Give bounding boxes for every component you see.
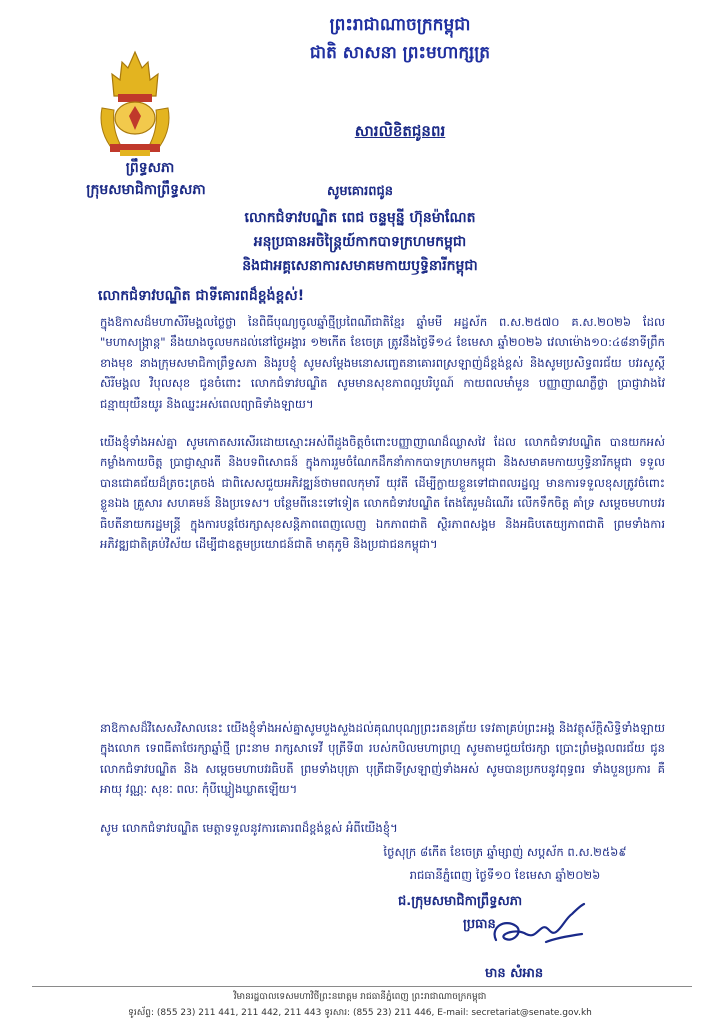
document-title: សារលិខិតជូនពរ [354, 122, 446, 140]
recipient-title-2: និងជាអគ្គសេនាការសមាគមកាយឫទ្ធិនារីកម្ពុជា [242, 258, 478, 274]
body-paragraph-2: យើងខ្ញុំទាំងអស់គ្នា សូមកោតសរសើរដោយស្មោះអស់ពីដួងចិត្តចំពោះបញ្ញាញាណដ៏ឈ្លាសវៃ ដែល លោកជំទាវបណ្ឌិត បានយកអស់កម្លាំងកាយចិត្ត ប្រាជ្ញាស្មារតី និងបទពិសោធន៍ ក្នុងការរួមចំណែកដឹកនាំកាកបាទក្រហមកម្ពុជា និងសមាគមកាយឫទ្ធិនារីកម្ពុជា ទទួលបានជោគជ័យដ៏ត្រចះត្រចង់ ជាពិសេសជួយអភិវឌ្ឍន៍ថាមពលកុមារី យុវតី ដើម្បីក្លាយខ្លួនទៅជាពលរដ្ឋល្អ មានការទទួលខុសត្រូវចំពោះខ្លួនឯង គ្រួសារ សហគមន៍ និងប្រទេស។ បន្ថែមពីនេះទៅទៀត លោកជំទាវបណ្ឌិត តែងតែរួមដំណើរ លើកទឹកចិត្ត គាំទ្រ សម្តេចមហាបវរធិបតីនាយករដ្ឋមន្ត្រី ក្នុងការបន្តថែរក្សាសុខសន្តិភាពពេញលេញ ឯកភាពជាតិ ស្ថិរភាពសង្គម និងអធិបតេយ្យភាពជាតិ ព្រមទាំងការអភិវឌ្ឍជាតិគ្រប់វិស័យ ដើម្បីជាឧត្តមប្រយោជន៍ជាតិ មាតុភូមិ និងប្រជាជនកម្ពុជា។ [100, 435, 665, 552]
senate-name: ព្រឹទ្ធសភា [125, 160, 175, 176]
handwritten-signature-icon [486, 898, 590, 958]
kingdom-heading: ព្រះរាជាណាចក្រកម្ពុជា [329, 15, 471, 35]
body-paragraph-4: សូម លោកជំទាវបណ្ឌិត មេត្តាទទួលនូវការគោរពដ៏ខ្ពង់ខ្ពស់ អំពីយើងខ្ញុំ។ [100, 821, 398, 835]
recipient-name: លោកជំទាវបណ្ឌិត ពេជ ចន្ទមុន្នី ហ៊ុនម៉ាណែត [244, 210, 476, 226]
greeting: លោកជំទាវបណ្ឌិត ជាទីគោរពដ៏ខ្ពង់ខ្ពស់! [98, 288, 305, 304]
footer-address: វិមានរដ្ឋបាលទេសមហាវិថីព្រះនរោត្តម រាជធានីភ្នំពេញ ព្រះរាជាណាចក្រកម្ពុជា [233, 992, 487, 1002]
lunar-date: ថ្ងៃសុក្រ ៨កើត ខែចេត្រ ឆ្នាំម្សាញ់ សប្តស័ក ព.ស.២៥៦៩ [383, 845, 627, 859]
signatory-role: ប្រធាន [463, 917, 496, 932]
footer-contact: ទូរស័ព្ទ: (855 23) 211 441, 211 442, 211 443 ទូរសារ: (855 23) 211 446, E-mail: secretariat@senate.gov.kh [128, 1008, 592, 1018]
address-salutation: សូមគោរពជូន [326, 184, 393, 199]
signatory-organization: ជ.ក្រុមសមាជិកាព្រឹទ្ធសភា [398, 894, 523, 909]
national-motto: ជាតិ សាសនា ព្រះមហាក្សត្រ [309, 43, 491, 63]
body-paragraph-1: ក្នុងឱកាសដ៏មហាសិរីមង្គលថ្លៃថ្លា នៃពិធីបុណ្យចូលឆ្នាំថ្មីប្រពៃណីជាតិខ្មែរ ឆ្នាំមមី អដ្ឋស័ក ព.ស.២៥៧០ គ.ស.២០២៦ ដែល "មហាសង្ក្រាន្ត" នឹងយាងចូលមកដល់នៅថ្ងៃអង្គារ ១២កើត ខែចេត្រ ត្រូវនឹងថ្ងៃទី១៤ ខែមេសា ឆ្នាំ២០២៦ វេលាម៉ោង១០:៤៨នាទីព្រឹក ខាងមុខ នាងក្រុមសមាជិកាព្រឹទ្ធសភា និងរូបខ្ញុំ សូមសម្តែងមនោសញ្ចេតនាគោរពស្រឡាញ់ដ៏ខ្ពង់ខ្ពស់ និងសូមប្រសិទ្ធពរជ័យ បវរសួស្តី សិរីមង្គល វិបុលសុខ ជូនចំពោះ លោកជំទាវបណ្ឌិត សូមមានសុខភាពល្អបរិបូណ៍ កាយពលមាំមួន បញ្ញាញាណភ្លឺថ្លា ប្រាជ្ញាវាងវៃ ជន្មាយុយឺនយូរ និងឈ្នះអស់ពេលព្យាធិទាំងឡាយ។ [100, 315, 665, 411]
signatory-name: មាន សំអាន [485, 966, 544, 981]
senate-emblem-icon [90, 48, 180, 158]
recipient-title-1: អនុប្រធានអចិន្ត្រៃយ៍កាកបាទក្រហមកម្ពុជា [253, 234, 467, 250]
solar-date: រាជធានីភ្នំពេញ ថ្ងៃទី១០ ខែមេសា ឆ្នាំ២០២៦ [409, 868, 601, 882]
body-paragraph-3: នាឱកាសដ៏វិសេសវិសាលនេះ យើងខ្ញុំទាំងអស់គ្នាសូមបួងសួងដល់គុណបុណ្យព្រះរតនត្រ័យ ទេវតាគ្រប់ព្រះអង្គ និងវត្ថុស័ក្តិសិទ្ធិទាំងឡាយក្នុងលោក ទេពធីតាថែរក្សាឆ្នាំថ្មី ព្រះនាម រាក្សសាទេវី បុត្រីទី៣ របស់កបិលមហាព្រហ្ម សូមតាមជួយថែរក្សា ប្រោះព្រំមង្គលពរជ័យ ជូន លោកជំទាវបណ្ឌិត និង សម្តេចមហាបវរធិបតី ព្រមទាំងបុត្រា បុត្រីជាទីស្រឡាញ់ទាំងអស់ សូមបានប្រកបនូវពុទ្ធពរ ទាំងបួនប្រការ គឺ អាយុ វណ្ណៈ សុខៈ ពលៈ កុំបីឃ្លៀងឃ្លាតឡើយ។ [100, 721, 665, 797]
footer-divider [32, 986, 692, 987]
secretariat-name: ក្រុមសមាជិកាព្រឹទ្ធសភា [86, 182, 206, 198]
